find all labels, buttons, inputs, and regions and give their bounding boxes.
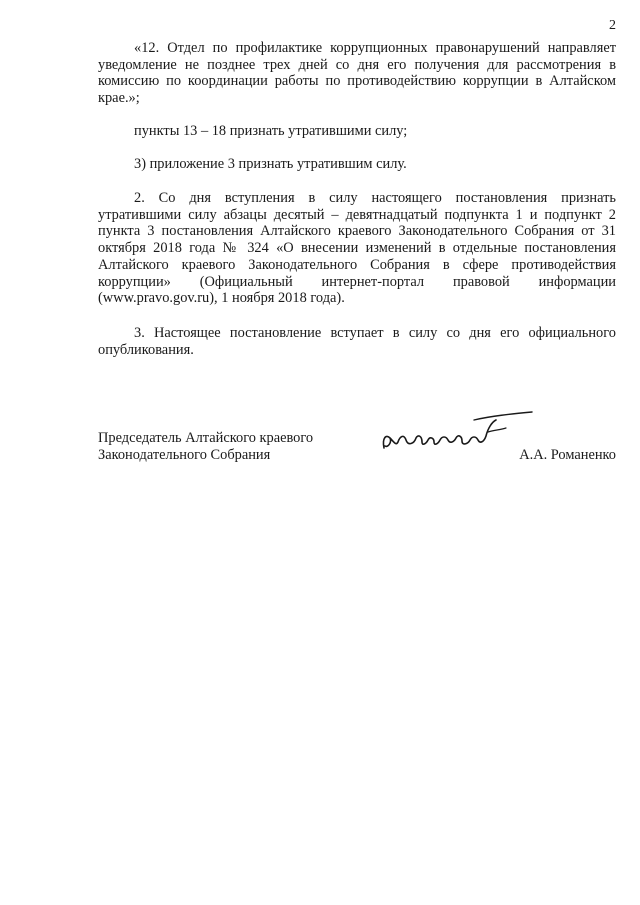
- page-number: 2: [609, 18, 616, 33]
- signer-title-line-2: Законодательного Собрания: [98, 446, 271, 463]
- paragraph-section-3: 3. Настоящее постановление вступает в силу со дня его официального опубликования.: [98, 325, 616, 358]
- paragraph-items-13-18: пункты 13 – 18 признать утратившими силу;: [134, 123, 408, 139]
- paragraph-item-12: «12. Отдел по профилактике коррупционных правонарушений направляет уведомление не позднее трех дней со дня его получения для рассмотрения в комиссию по координации работы по противодействию коррупции в Алтайском крае.»;: [98, 40, 616, 107]
- paragraph-section-2: 2. Со дня вступления в силу настоящего постановления признать утратившими силу абзацы десятый – девятнадцатый подпункта 1 и подпункт 2 пункта 3 постановления Алтайского краевого Законодательного Собрания от 31 октября 2018 года № 324 «О внесении изменений в отдельные постановления Алтайского краевого Законодательного Собрания в сфере противодействия коррупции» (Официальный интернет-портал правовой информации (www.pravo.gov.ru), 1 ноября 2018 года).: [98, 190, 616, 307]
- paragraph-appendix-3: 3) приложение 3 признать утратившим силу.: [134, 156, 407, 172]
- signer-title: [98, 430, 313, 463]
- signer-name: А.А. Романенко: [519, 447, 616, 463]
- signer-title-line-1: Председатель Алтайского краевого: [98, 430, 314, 446]
- handwritten-signature: [376, 408, 536, 458]
